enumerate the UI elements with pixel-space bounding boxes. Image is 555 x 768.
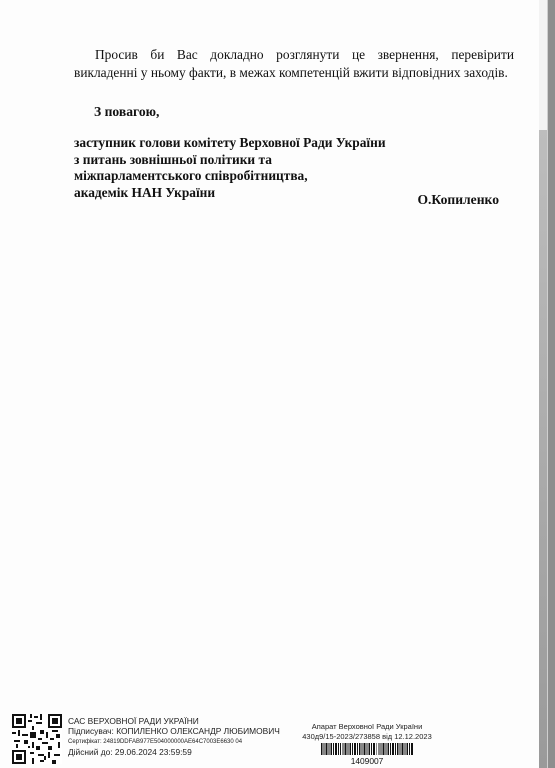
signer-title-line: міжпарламентського співробітництва, <box>74 168 308 183</box>
signature-system: САС ВЕРХОВНОЇ РАДИ УКРАЇНИ <box>68 716 199 726</box>
signer-title-line: академік НАН України <box>74 184 216 200</box>
page-edge <box>539 0 547 130</box>
signature-valid-until: Дійсний до: 29.06.2024 23:59:59 <box>68 746 192 757</box>
barcode <box>321 743 413 755</box>
registry-number: 430д9/15-2023/273858 від 12.12.2023 <box>302 732 432 741</box>
closing-salutation: З повагою, <box>94 104 160 119</box>
signature-certificate: Сертифікат: 24819DDFAB977E504000000AE64C7003E6630 04 <box>68 738 243 745</box>
signer-title-line: заступник голови комітету Верховної Ради України <box>74 135 386 150</box>
digital-signature-info <box>68 716 280 757</box>
signer-name: О.Копиленко <box>417 192 499 207</box>
signer-title-block <box>74 135 386 201</box>
registry-org: Апарат Верховної Ради України <box>311 722 423 731</box>
qr-code-icon <box>12 714 62 764</box>
signature-signer: Підписувач: КОПИЛЕНКО ОЛЕКСАНДР ЛЮБИМОВИЧ <box>68 726 280 737</box>
page-shadow <box>539 130 547 768</box>
registration-stamp <box>302 722 432 742</box>
body-paragraph: Просив би Вас докладно розглянути це звернення, перевірити викладенні у ньому факти, в межах компетенцій вжити відповідних заходів. <box>74 47 514 80</box>
signer-title-line: з питань зовнішньої політики та <box>74 151 272 167</box>
signature-footer <box>0 706 547 768</box>
barcode-number: 1409007 <box>350 756 384 766</box>
